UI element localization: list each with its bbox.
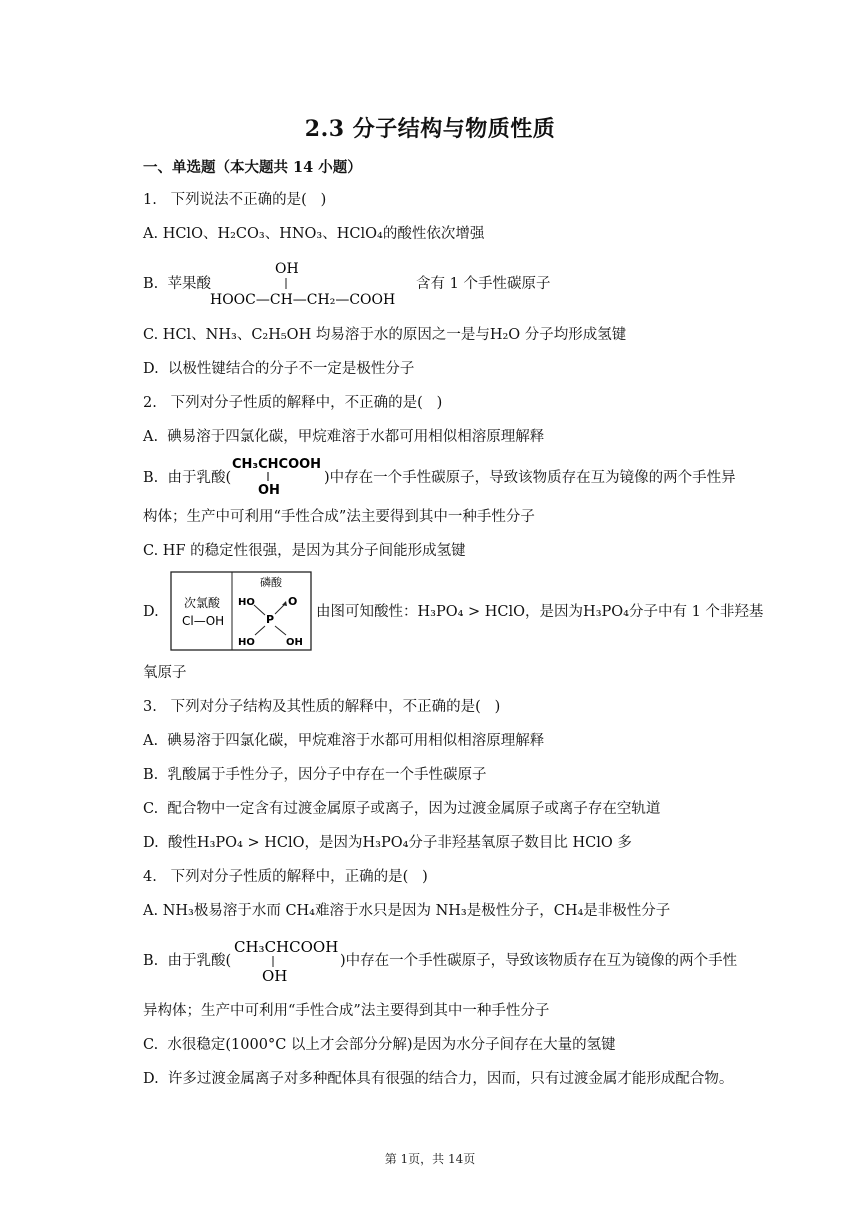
lactic-acid-structure-1 (230, 454, 328, 498)
phos-o: O (288, 595, 298, 608)
q1-stem: 1. 下列说法不正确的是( ) (143, 192, 327, 208)
q3-stem: 3. 下列对分子结构及其性质的解释中，不正确的是( ) (143, 699, 501, 715)
phos-ho-top: HO (238, 597, 255, 608)
q4-option-c: C. 水很稳定(1000°C 以上才会部分分解)是因为水分子间存在大量的氢键 (143, 1037, 616, 1053)
q4-option-d: D. 许多过渡金属离子对多种配体具有很强的结合力，因而，只有过渡金属才能形成配合物。 (143, 1071, 734, 1087)
q1-option-b (143, 274, 211, 294)
phos-oh-bottom: OH (286, 637, 303, 648)
page-footer: 第 1页，共 14页 (384, 1152, 476, 1166)
phos-ho-bottom: HO (238, 637, 255, 648)
bond-ho-p (254, 605, 265, 615)
q3-option-c: C. 配合物中一定含有过渡金属原子或离子，因为过渡金属原子或离子存在空轨道 (143, 801, 661, 817)
q3-option-b: B. 乳酸属于手性分子，因分子中存在一个手性碳原子 (143, 767, 487, 783)
bond-p-ho (255, 626, 265, 635)
q1-option-b-text: 含有 1 个手性碳原子 (416, 276, 551, 292)
acid-comparison-figure (170, 571, 312, 651)
section-heading: 一、单选题（本大题共 14 小题） (143, 159, 362, 176)
q2-option-d-text: 由图可知酸性：H₃PO₄ > HClO，是因为H₃PO₄分子中有 1 个非羟基 (316, 604, 764, 620)
q2-stem: 2. 下列对分子性质的解释中，不正确的是( ) (143, 395, 443, 411)
q4-option-b: B. 由于乳酸( (143, 953, 232, 969)
q1-option-c: C. HCl、NH₃、C₂H₅OH 均易溶于水的原因之一是与H₂O 分子均形成氢键 (143, 327, 627, 343)
lactic-oh-1: OH (258, 483, 280, 498)
q2-option-d-cont: 氧原子 (143, 665, 187, 681)
bond-arrow (282, 601, 287, 606)
hypochlorous-formula: Cl—OH (182, 614, 225, 628)
q4-stem: 4. 下列对分子性质的解释中，正确的是( ) (143, 869, 428, 885)
q4-option-a: A. NH₃极易溶于水而 CH₄难溶于水只是因为 NH₃是极性分子，CH₄是非极性分子 (143, 903, 671, 919)
q1-option-a: A. HClO、H₂CO₃、HNO₃、HClO₄的酸性依次增强 (143, 226, 485, 242)
q2-option-b-cont: 构体；生产中可利用“手性合成”法主要得到其中一种手性分子 (143, 509, 535, 525)
q1-option-d: D. 以极性键结合的分子不一定是极性分子 (143, 361, 415, 377)
lactic-main-1: CH₃CHCOOH (232, 457, 322, 472)
q2-option-c: C. HF 的稳定性很强，是因为其分子间能形成氢键 (143, 543, 466, 559)
q4-option-b-cont: 异构体；生产中可利用“手性合成”法主要得到其中一种手性分子 (143, 1003, 550, 1019)
malic-oh-label: OH (275, 261, 299, 277)
malic-main-chain: HOOC—CH—CH₂—COOH (210, 292, 396, 308)
malic-acid-structure (208, 256, 413, 312)
q3-option-d: D. 酸性H₃PO₄ > HClO，是因为H₃PO₄分子非羟基氧原子数目比 HClO 多 (143, 835, 632, 851)
q4-option-b-text: )中存在一个手性碳原子，导致该物质存在互为镜像的两个手性 (340, 953, 738, 969)
q2-option-a: A. 碘易溶于四氯化碳，甲烷难溶于水都可用相似相溶原理解释 (143, 429, 545, 445)
page-title: 2.3 分子结构与物质性质 (304, 116, 556, 142)
q3-option-a: A. 碘易溶于四氯化碳，甲烷难溶于水都可用相似相溶原理解释 (143, 733, 545, 749)
phosphoric-label: 磷酸 (260, 576, 282, 589)
q1-option-b-label: B. 苹果酸 (143, 276, 211, 292)
phos-p: P (266, 613, 275, 626)
q2-option-b: B. 由于乳酸( (143, 470, 232, 486)
lactic-acid-structure-2 (232, 936, 342, 986)
q2-option-d: D. (143, 604, 159, 620)
hypochlorous-label: 次氯酸 (184, 596, 221, 610)
q2-option-b-text: )中存在一个手性碳原子，导致该物质存在互为镜像的两个手性异 (324, 470, 736, 486)
lactic-main-2: CH₃CHCOOH (234, 938, 339, 956)
lactic-oh-2: OH (262, 967, 288, 985)
bond-p-oh (275, 626, 286, 635)
